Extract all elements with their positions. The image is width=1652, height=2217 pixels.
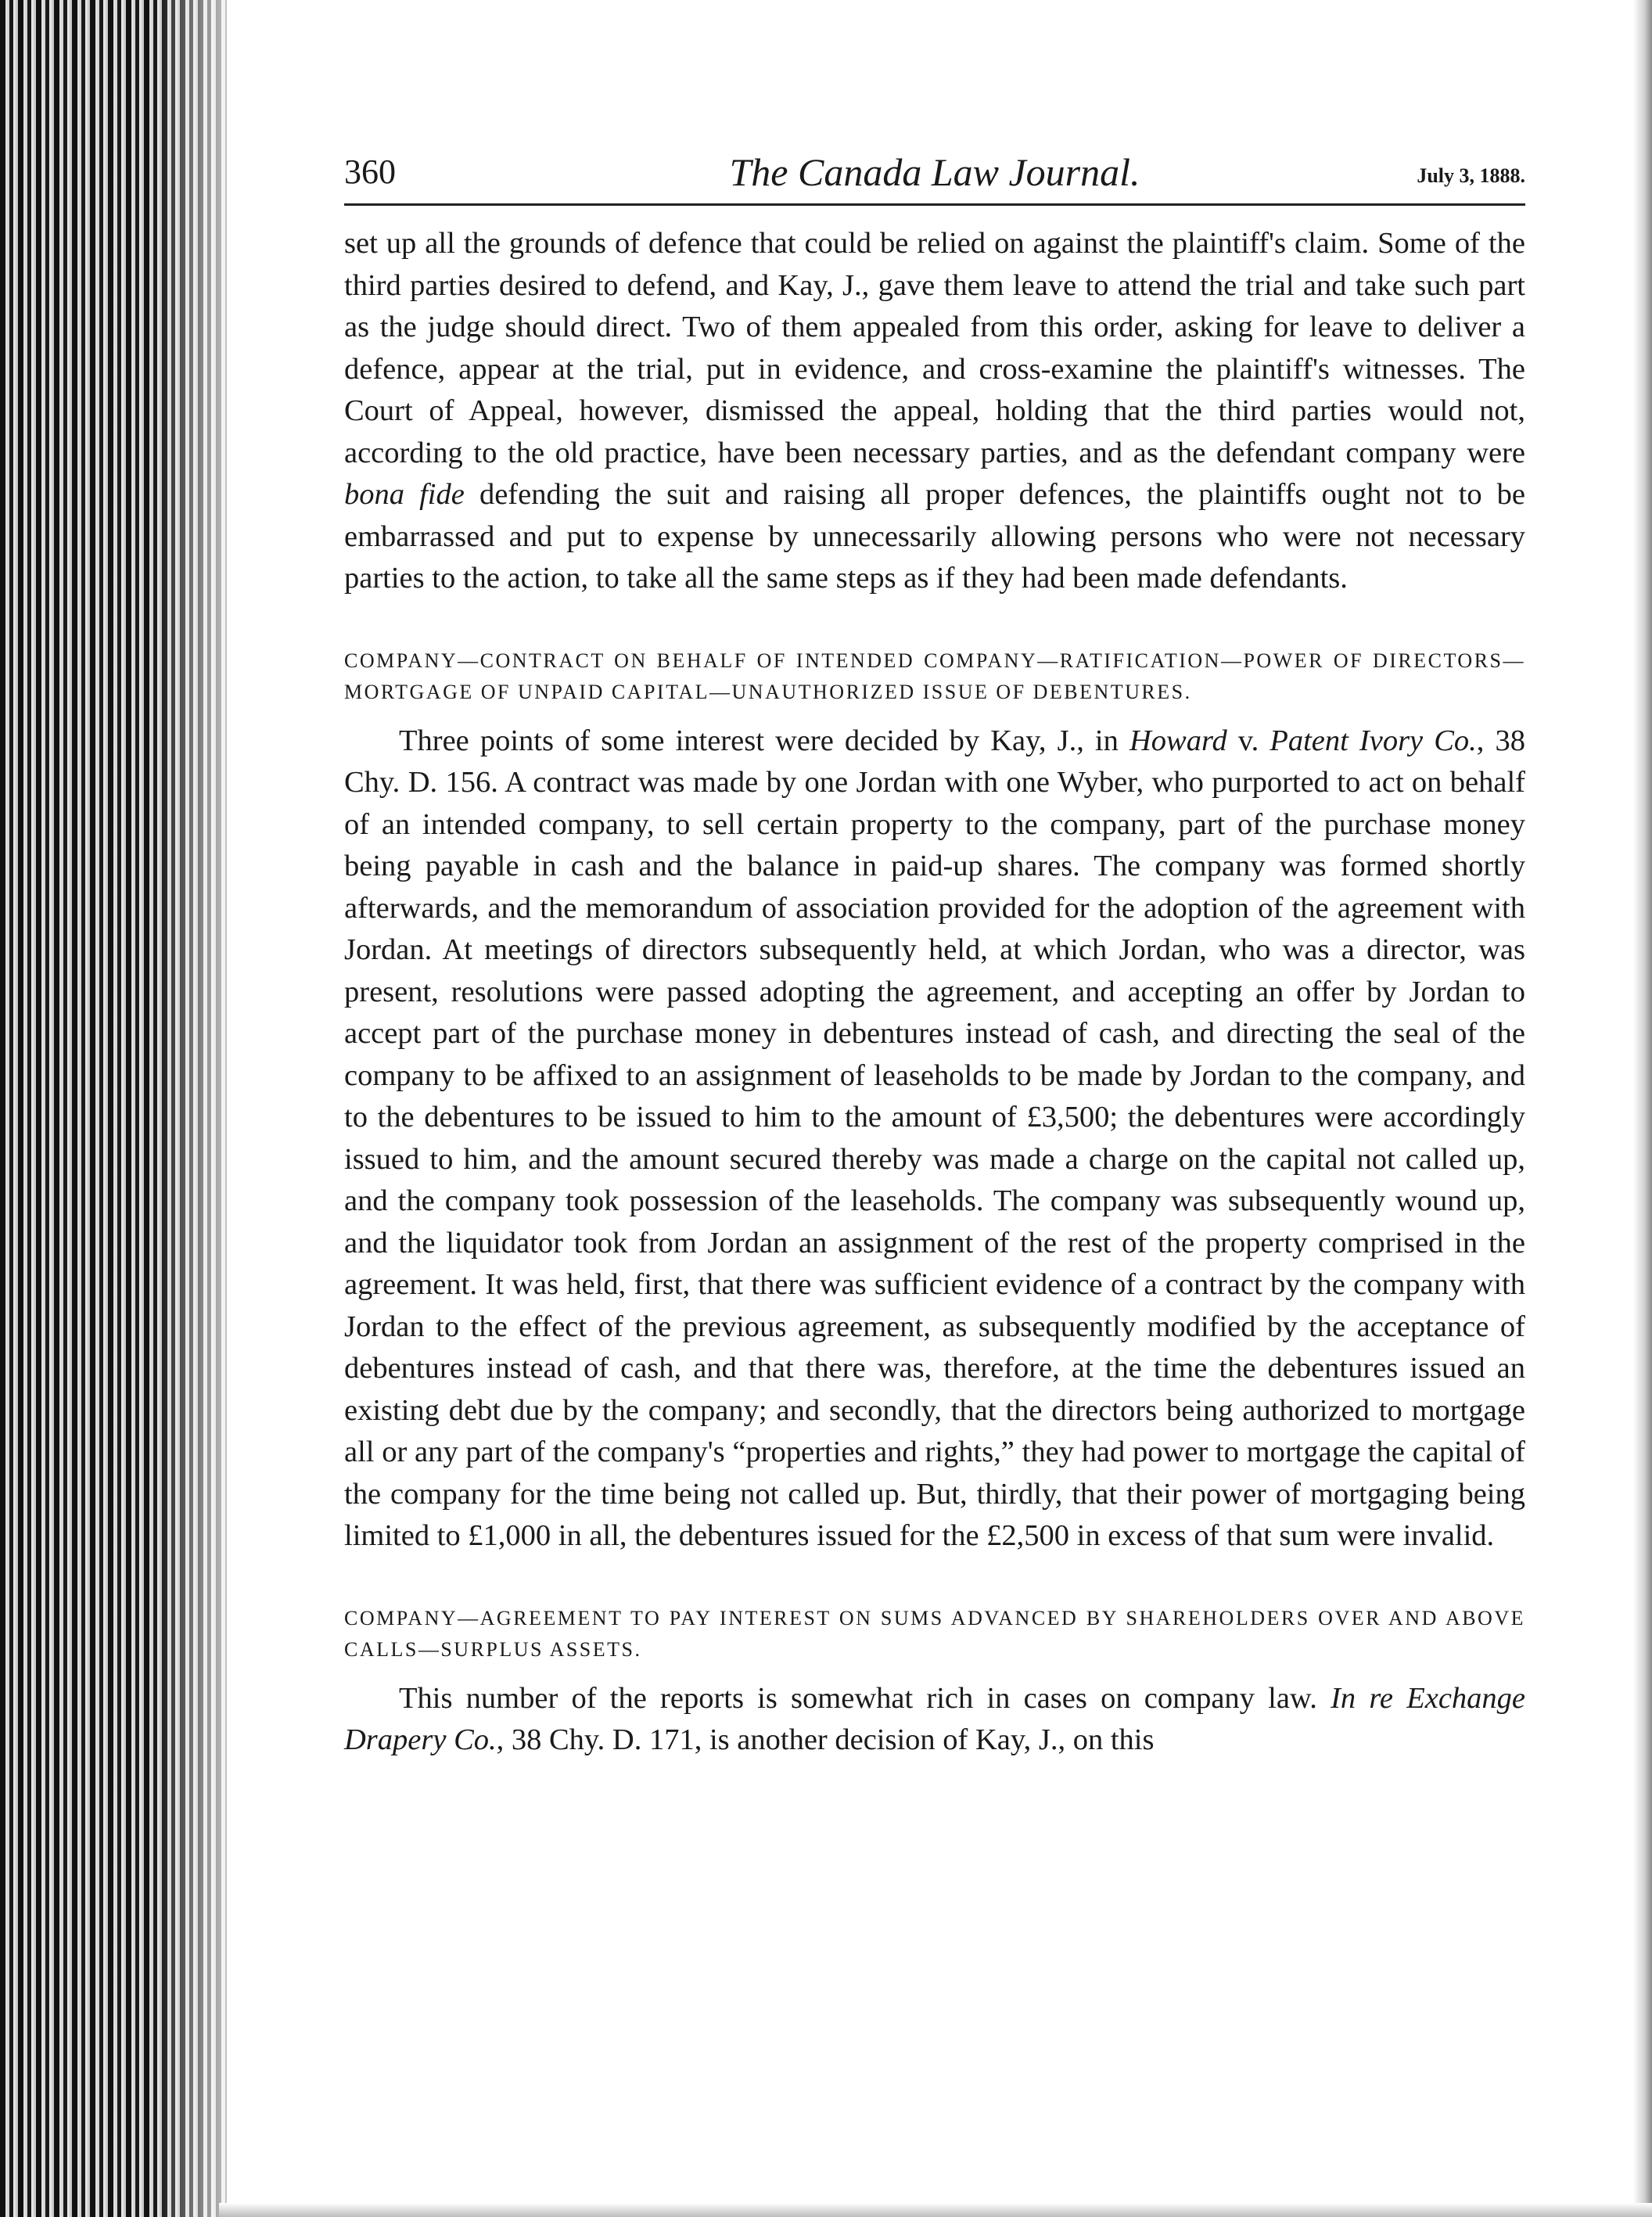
text-segment: This number of the reports is somewhat rich in cases on company law. — [399, 1681, 1331, 1715]
text-segment: , 38 Chy. D. 171, is another decision of Kay, J., on this — [496, 1723, 1155, 1756]
page-content — [344, 149, 1525, 1762]
text-segment: v. — [1226, 724, 1270, 757]
text-segment: Three points of some interest were decided by Kay, J., in — [399, 724, 1129, 757]
running-head — [344, 149, 1525, 206]
paragraph-0 — [344, 223, 1525, 600]
section-heading-1: COMPANY—CONTRACT ON BEHALF OF INTENDED COMPANY—RATIFICATION—POWER OF DIRECTORS—MORTGAGE OF UNPAID CAPITAL—UNAUTHORIZED ISSUE OF DEBENTURES. — [344, 649, 1525, 703]
section-heading-2: COMPANY—AGREEMENT TO PAY INTEREST ON SUMS ADVANCED BY SHAREHOLDERS OVER AND ABOVE CALLS—SURPLUS ASSETS. — [344, 1606, 1525, 1661]
text-segment: , 38 Chy. D. 156. A contract was made by one Jordan with one Wyber, who purported to act on behalf of an intended company, to sell certain property to the company, part of the purchase money being payable in cash and the balance in paid-up shares. The company was formed shortly afterwards, and the memorandum of association provided for the adoption of the agreement with Jordan. At meetings of directors subsequently held, at which Jordan, who was a director, was present, resolutions were passed adopting the agreement, and accepting an offer by Jordan to accept part of the purchase money in debentures instead of cash, and directing the seal of the company to be affixed to an assignment of leaseholds to be made by Jordan to the company, and to the debentures to be issued to him to the amount of £3,500; the debentures were accordingly issued to him, and the amount secured thereby was made a charge on the capital not called up, and the company took possession of the leaseholds. The company was subsequently wound up, and the liquidator took from Jordan an assignment of the rest of the property comprised in the agreement. It was held, first, that there was sufficient evidence of a contract by the company with Jordan to the effect of the previous agreement, as subsequently modified by the acceptance of debentures instead of cash, and that there was, therefore, at the time the debentures issued an existing debt due by the company; and secondly, that the directors being authorized to mortgage all or any part of the company's “properties and rights,” they had power to mortgage the capital of the company for the time being not called up. But, thirdly, that their power of mortgaging being limited to £1,000 in all, the debentures issued for the £2,500 in excess of that sum were invalid. — [344, 724, 1526, 1552]
issue-date: July 3, 1888. — [1417, 164, 1525, 187]
page-number: 360 — [344, 153, 396, 191]
page-right-edge — [1633, 0, 1652, 2217]
case-name-italic: Howard — [1129, 724, 1227, 757]
case-name-italic: In re Exchange Drapery Co. — [344, 1681, 1525, 1756]
text-segment: set up all the grounds of defence that could be relied on against the plaintiff's claim. Some of the third parties desired to defend, and Kay, J., gave them leave to attend the trial and take such part as the judge should direct. Two of them appealed from this order, asking for leave to deliver a defence, appear at the trial, put in evidence, and cross-examine the plaintiff's witnesses. The Court of Appeal, however, dismissed the appeal, holding that the third parties would not, according to the old practice, have been necessary parties, and as the defendant company were — [344, 227, 1525, 469]
spine-fade — [156, 0, 250, 2217]
journal-title: The Canada Law Journal. — [729, 150, 1140, 194]
section-1-paragraph — [344, 720, 1525, 1558]
case-name-italic: Patent Ivory Co. — [1270, 724, 1477, 757]
text-segment-italic: bona fide — [344, 478, 465, 511]
section-2-paragraph — [344, 1678, 1525, 1762]
page-bottom-edge — [219, 2203, 1652, 2217]
text-segment: defending the suit and raising all proper defences, the plaintiffs ought not to be embarrassed and put to expense by unnecessarily allowing persons who were not necessary parties to the action, to take all the same steps as if they had been made defendants. — [344, 478, 1526, 595]
